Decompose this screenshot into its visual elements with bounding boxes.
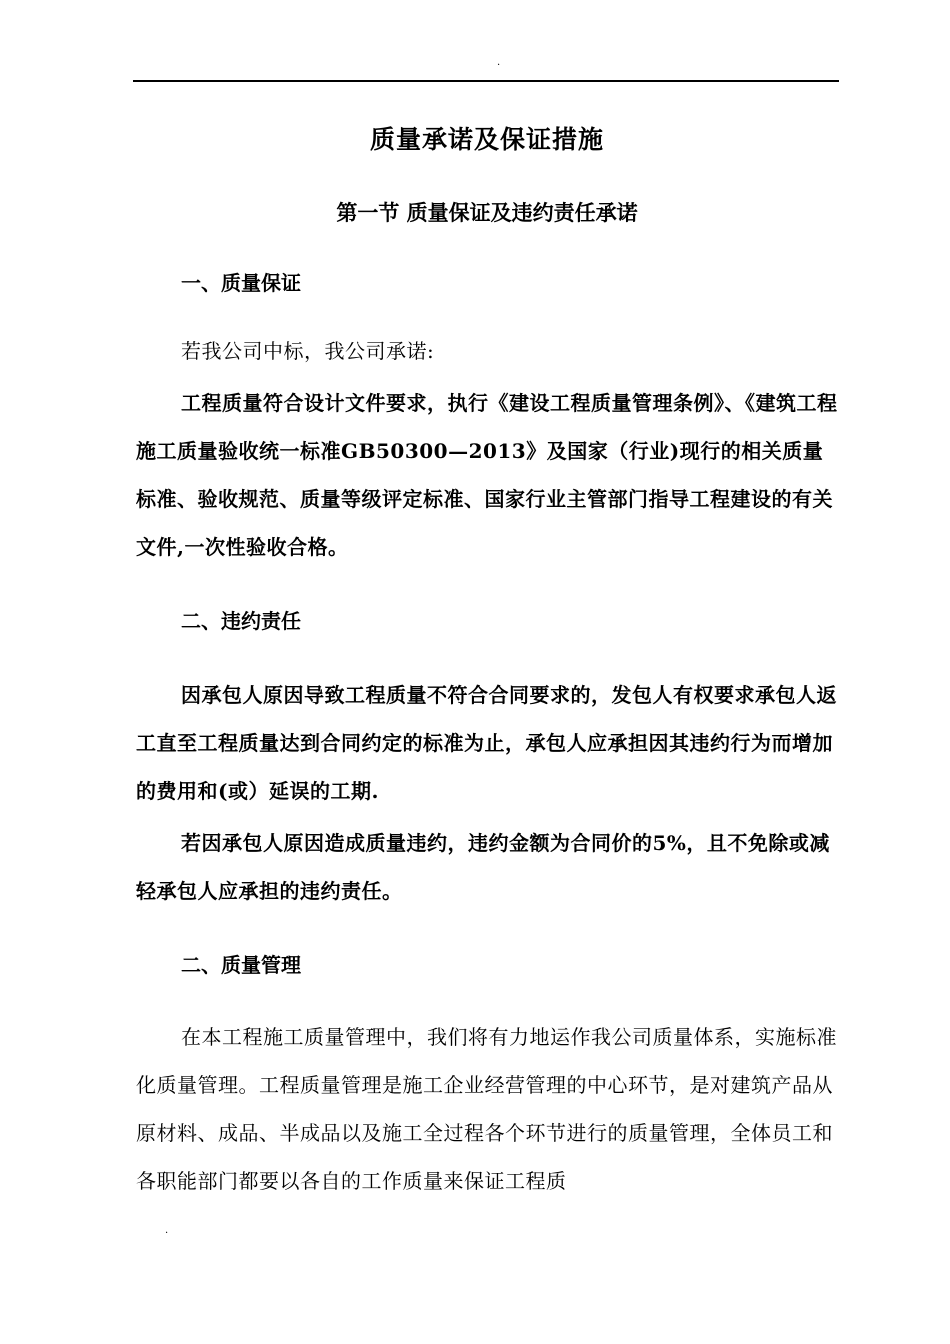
heading-quality-management: 二、质量管理 [181, 953, 301, 977]
paragraph-quality-commitment: 工程质量符合设计文件要求，执行《建设工程质量管理条例》、《建筑工程施工质量验收统一标准GB50300—2013》及国家（行业)现行的相关质量标准、验收规范、质量等级评定标准、国家行业主管部门指导工程建设的有关文件,一次性验收合格。 [136, 391, 838, 559]
heading-quality-assurance: 一、质量保证 [181, 271, 301, 295]
header-mark: . [497, 57, 501, 68]
document-title: 质量承诺及保证措施 [369, 125, 604, 154]
paragraph-penalty: 若因承包人原因造成质量违约，违约金额为合同价的5%，且不免除或减轻承包人应承担的违约责任。 [136, 831, 830, 903]
paragraph-rework-obligation: 因承包人原因导致工程质量不符合合同要求的，发包人有权要求承包人返工直至工程质量达到合同约定的标准为止，承包人应承担因其违约行为而增加的费用和(或）延误的工期. [136, 683, 837, 803]
paragraph-intro: 若我公司中标，我公司承诺: [181, 339, 435, 363]
footer-mark: . [165, 1225, 169, 1236]
heading-breach-liability: 二、违约责任 [181, 609, 301, 633]
section-title: 第一节 质量保证及违约责任承诺 [336, 200, 638, 225]
paragraph-quality-management: 在本工程施工质量管理中，我们将有力地运作我公司质量体系，实施标准化质量管理。工程质量管理是施工企业经营管理的中心环节，是对建筑产品从原材料、成品、半成品以及施工全过程各个环节进行的质量管理，全体员工和各职能部门都要以各自的工作质量来保证工程质 [136, 1025, 837, 1193]
document-body [136, 118, 838, 1205]
header-rule [133, 80, 839, 82]
